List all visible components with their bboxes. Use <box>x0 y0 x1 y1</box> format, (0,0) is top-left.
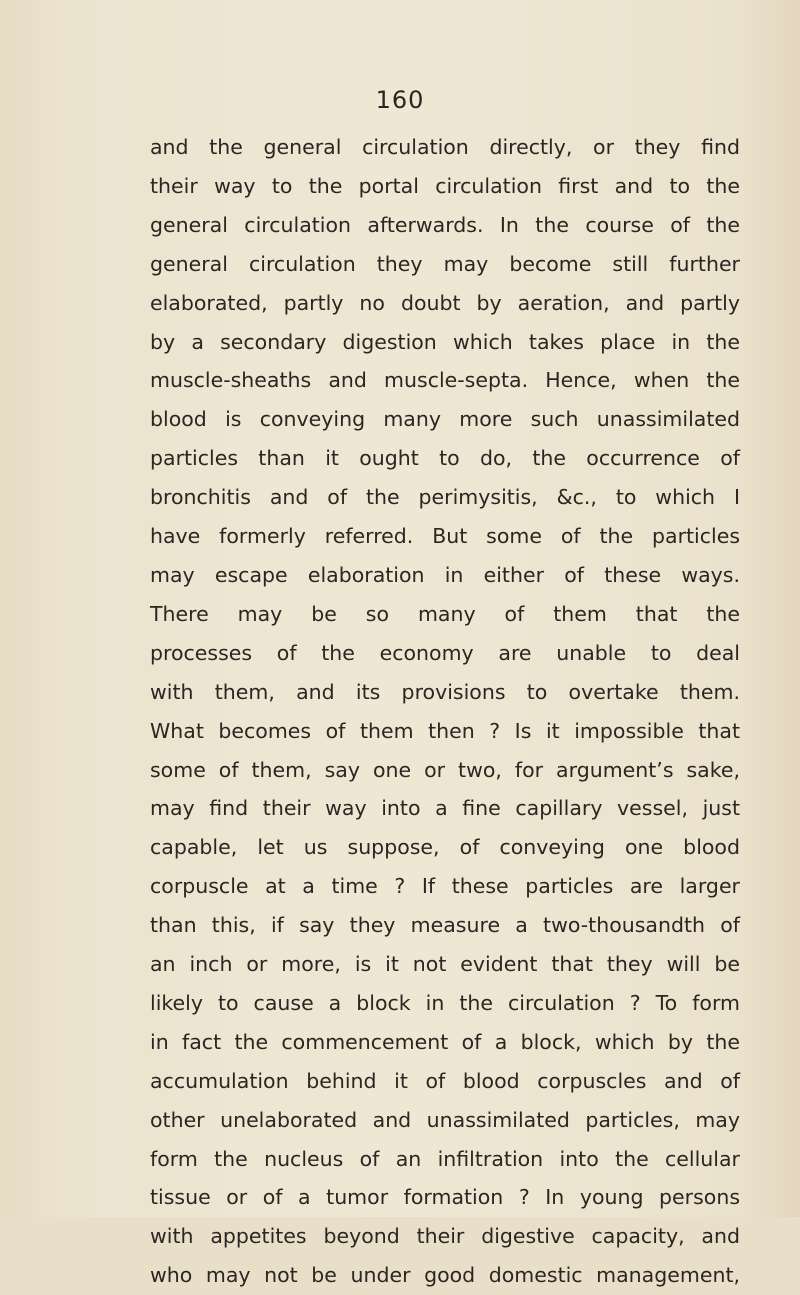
text-line: There may be so many of them that the <box>150 601 740 626</box>
text-line: likely to cause a block in the circulation ? To form <box>150 990 740 1015</box>
text-line: than this, if say they measure a two-thousandth of <box>150 913 740 938</box>
body-text <box>150 128 740 1295</box>
text-line: particles than it ought to do, the occurrence of <box>150 446 740 471</box>
text-line: accumulation behind it of blood corpuscles and of <box>150 1068 740 1093</box>
text-line: tissue or of a tumor formation ? In young persons <box>150 1185 740 1210</box>
text-line: who may not be under good domestic management, <box>150 1263 740 1288</box>
text-line: form the nucleus of an infiltration into the cellular <box>150 1146 740 1171</box>
text-line: with appetites beyond their digestive capacity, and <box>150 1224 740 1249</box>
text-line: corpuscle at a time ? If these particles are larger <box>150 874 740 899</box>
text-line: What becomes of them then ? Is it impossible that <box>150 718 740 743</box>
text-line: may escape elaboration in either of these ways. <box>150 562 740 587</box>
text-line: capable, let us suppose, of conveying one blood <box>150 835 740 860</box>
text-line: some of them, say one or two, for argument’s sake, <box>150 757 740 782</box>
text-line: their way to the portal circulation first and to the <box>150 173 740 198</box>
text-line: elaborated, partly no doubt by aeration, and partly <box>150 290 740 315</box>
text-line: by a secondary digestion which takes place in the <box>150 329 740 354</box>
text-line: in fact the commencement of a block, which by the <box>150 1029 740 1054</box>
text-line: processes of the economy are unable to deal <box>150 640 740 665</box>
text-line: with them, and its provisions to overtake them. <box>150 679 740 704</box>
text-line: blood is conveying many more such unassimilated <box>150 407 740 432</box>
text-line: and the general circulation directly, or they find <box>150 135 740 159</box>
text-line: bronchitis and of the perimysitis, &c., to which I <box>150 485 740 510</box>
text-line: general circulation afterwards. In the course of the <box>150 212 740 237</box>
text-line: an inch or more, is it not evident that they will be <box>150 952 740 977</box>
text-line: other unelaborated and unassimilated particles, may <box>150 1107 740 1132</box>
text-line: may find their way into a fine capillary vessel, just <box>150 796 740 821</box>
text-line: have formerly referred. But some of the particles <box>150 524 740 549</box>
page-number: 160 <box>375 86 425 114</box>
text-line: muscle-sheaths and muscle-septa. Hence, when the <box>150 368 740 393</box>
text-line: general circulation they may become still further <box>150 251 740 276</box>
